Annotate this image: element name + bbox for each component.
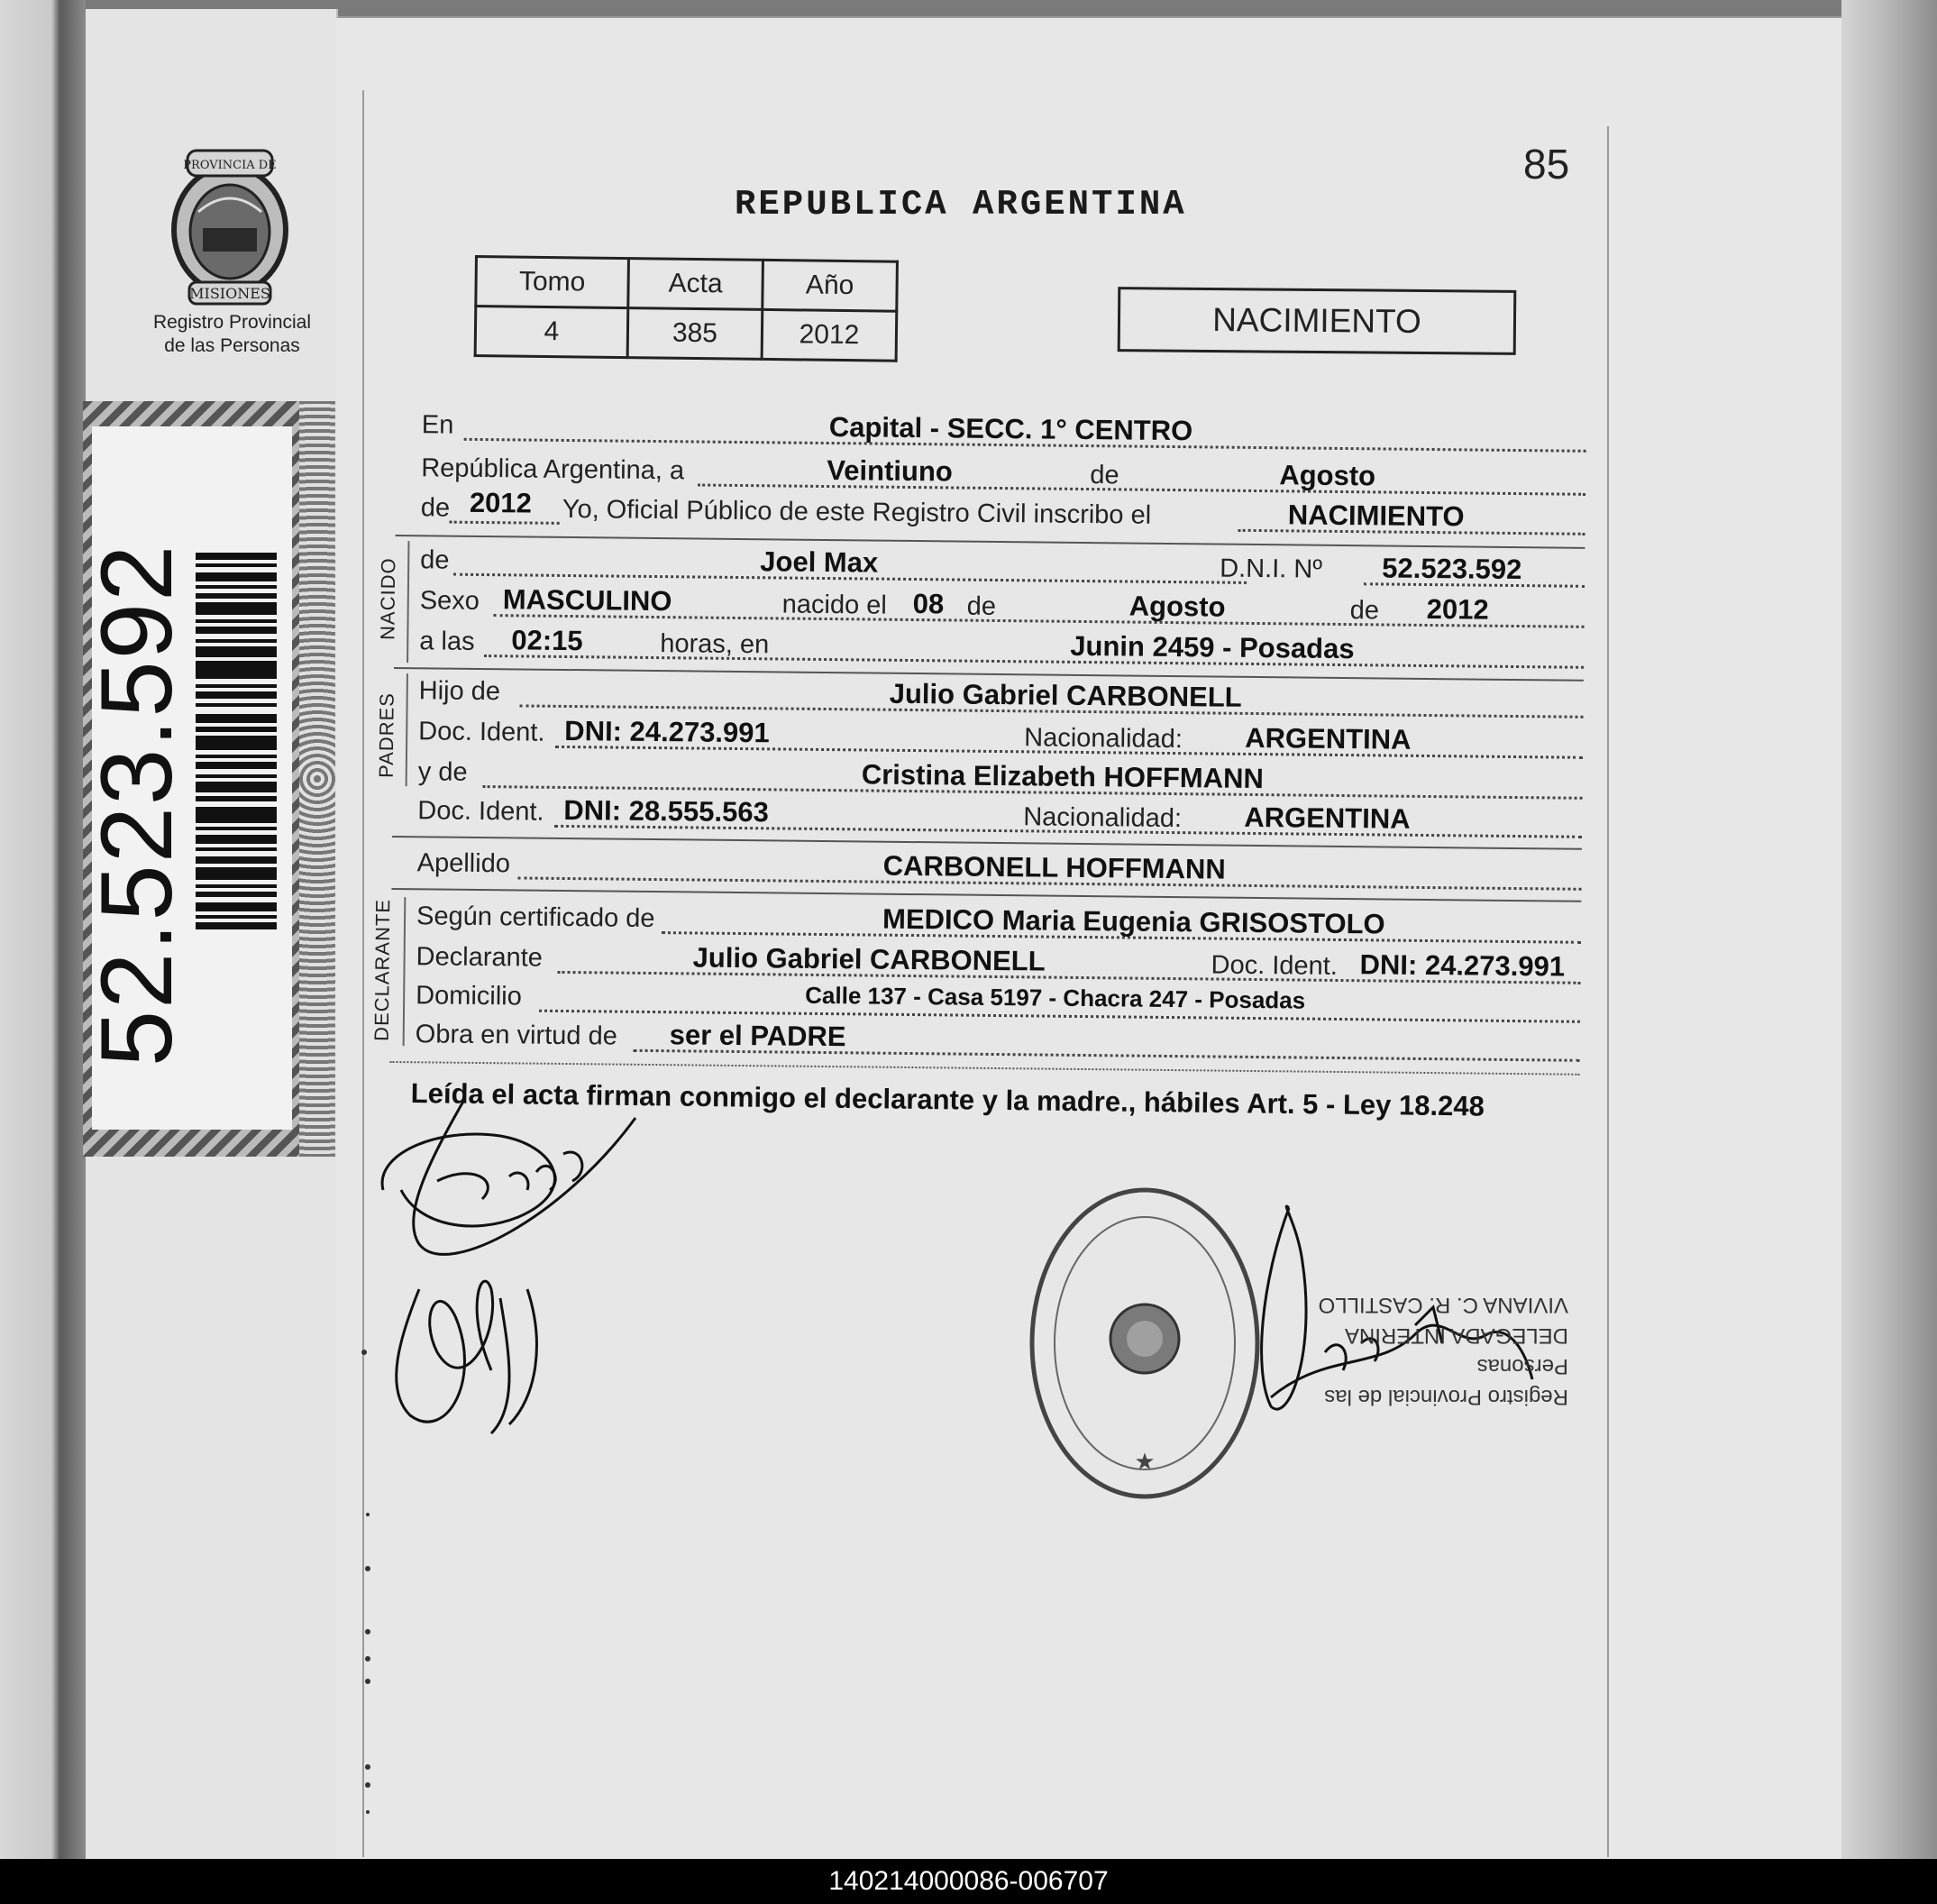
label-oficial: Yo, Oficial Público de este Registro Civil inscribo el xyxy=(562,494,1152,530)
scan-footer-code: 140214000086-006707 xyxy=(0,1859,1937,1904)
document-title: REPUBLICA ARGENTINA xyxy=(735,185,1187,224)
value-certificate: MEDICO Maria Eugenia GRISOSTOLO xyxy=(882,902,1385,940)
ref-value-acta: 385 xyxy=(627,308,763,360)
book-edge-right xyxy=(1841,0,1937,1859)
label-y-de: y de xyxy=(417,757,468,787)
label-nacionalidad: Nacionalidad: xyxy=(1024,723,1183,755)
security-pattern xyxy=(299,401,335,1157)
label-sexo: Sexo xyxy=(419,586,480,616)
official-stamp-line1: Registro Provincial de las Personas xyxy=(1324,1354,1568,1409)
registry-name-line2: de las Personas xyxy=(164,335,300,356)
value-month: Agosto xyxy=(1279,459,1376,492)
crest-text-top: PROVINCIA DE xyxy=(183,159,277,172)
side-label-padres: PADRES xyxy=(374,691,398,779)
value-act: NACIMIENTO xyxy=(1287,499,1465,533)
book-spine-left xyxy=(0,0,86,1859)
reference-table-header-row xyxy=(476,257,898,312)
label-doc-ident: Doc. Ident. xyxy=(418,717,545,747)
ref-header-acta: Acta xyxy=(628,259,763,310)
label-de-year: de xyxy=(420,493,451,523)
value-apellido: CARBONELL HOFFMANN xyxy=(882,849,1226,885)
margin-rule-right xyxy=(1607,126,1609,1857)
value-birth-place: Junin 2459 - Posadas xyxy=(1070,629,1355,665)
value-birth-time: 02:15 xyxy=(511,624,583,657)
value-child-name: Joel Max xyxy=(760,545,879,579)
label-de-birth-month: de xyxy=(966,591,997,621)
ref-header-anio: Año xyxy=(763,260,898,311)
label-a-las: a las xyxy=(419,627,475,656)
label-en: En xyxy=(421,410,454,440)
label-de-month: de xyxy=(1090,461,1119,490)
label-de-name: de xyxy=(420,545,450,575)
value-obra: ser el PADRE xyxy=(669,1019,846,1053)
value-father-nationality: ARGENTINA xyxy=(1245,721,1412,755)
ref-header-tomo: Tomo xyxy=(476,257,629,308)
value-birth-year: 2012 xyxy=(1426,592,1489,626)
label-domicilio: Domicilio xyxy=(416,981,523,1012)
label-declarante: Declarante xyxy=(416,942,544,973)
margin-dot-marks xyxy=(361,1343,379,1830)
misiones-crest-icon xyxy=(162,149,297,307)
label-dni: D.N.I. Nº xyxy=(1220,554,1323,584)
label-apellido: Apellido xyxy=(416,848,511,879)
value-birth-month: Agosto xyxy=(1128,590,1226,623)
side-label-declarante: DECLARANTE xyxy=(370,898,395,1041)
side-label-nacido: NACIDO xyxy=(376,557,400,641)
value-declarante: Julio Gabriel CARBONELL xyxy=(692,941,1046,977)
value-father-doc: DNI: 24.273.991 xyxy=(564,714,770,749)
top-edge xyxy=(86,0,1843,16)
registry-name-line1: Registro Provincial xyxy=(152,312,312,333)
legal-text: Leída el acta firman conmigo el declarante y la madre., hábiles Art. 5 - Ley 18.248 xyxy=(410,1077,1485,1122)
value-domicilio: Calle 137 - Casa 5197 - Chacra 247 - Posadas xyxy=(805,981,1306,1014)
official-stamp-text xyxy=(1244,1289,1568,1412)
value-father-name: Julio Gabriel CARBONELL xyxy=(889,677,1242,713)
label-horas-en: horas, en xyxy=(660,629,770,660)
ref-value-anio: 2012 xyxy=(762,309,897,361)
crest-text-bottom: MISIONES xyxy=(189,285,270,302)
label-segun: Según certificado de xyxy=(416,902,655,934)
page-number: 85 xyxy=(1523,141,1570,188)
official-stamp-line3: VIVIANA C. R. CASTILLO xyxy=(1318,1293,1568,1317)
reference-table xyxy=(474,255,899,362)
label-nacido-el: nacido el xyxy=(781,590,888,620)
label-de-birth-year: de xyxy=(1349,596,1380,626)
value-mother-name: Cristina Elizabeth HOFFMANN xyxy=(861,758,1265,795)
barcode-sticker xyxy=(80,401,335,1157)
value-place: Capital - SECC. 1° CENTRO xyxy=(828,411,1193,447)
act-type-box: NACIMIENTO xyxy=(1118,287,1517,355)
value-day: Veintiuno xyxy=(827,454,954,488)
signature-declarante xyxy=(365,1082,662,1442)
value-mother-doc: DNI: 28.555.563 xyxy=(563,793,770,828)
value-dni: 52.523.592 xyxy=(1382,552,1522,586)
label-obra: Obra en virtud de xyxy=(415,1020,617,1051)
reference-table-value-row xyxy=(475,307,897,362)
barcode-label xyxy=(80,426,292,1130)
label-hijo-de: Hijo de xyxy=(418,676,501,707)
value-declarante-doc: DNI: 24.273.991 xyxy=(1359,948,1566,983)
value-birth-day: 08 xyxy=(912,588,945,620)
label-doc-ident: Doc. Ident. xyxy=(1211,950,1339,981)
barcode-number: 52.523.592 xyxy=(80,543,193,1067)
barcode-bars xyxy=(196,553,277,1012)
official-seal xyxy=(1019,1181,1271,1506)
value-mother-nationality: ARGENTINA xyxy=(1244,801,1411,835)
ref-value-tomo: 4 xyxy=(475,307,628,358)
registry-name xyxy=(135,311,329,358)
label-doc-ident: Doc. Ident. xyxy=(417,796,544,827)
value-year: 2012 xyxy=(469,486,533,519)
label-nacionalidad: Nacionalidad: xyxy=(1023,802,1183,834)
svg-text:★: ★ xyxy=(1134,1449,1156,1476)
label-republica: República Argentina, a xyxy=(421,453,685,486)
official-stamp-line2: DELEGADA INTERINA xyxy=(1344,1323,1568,1348)
value-sexo: MASCULINO xyxy=(502,583,672,618)
